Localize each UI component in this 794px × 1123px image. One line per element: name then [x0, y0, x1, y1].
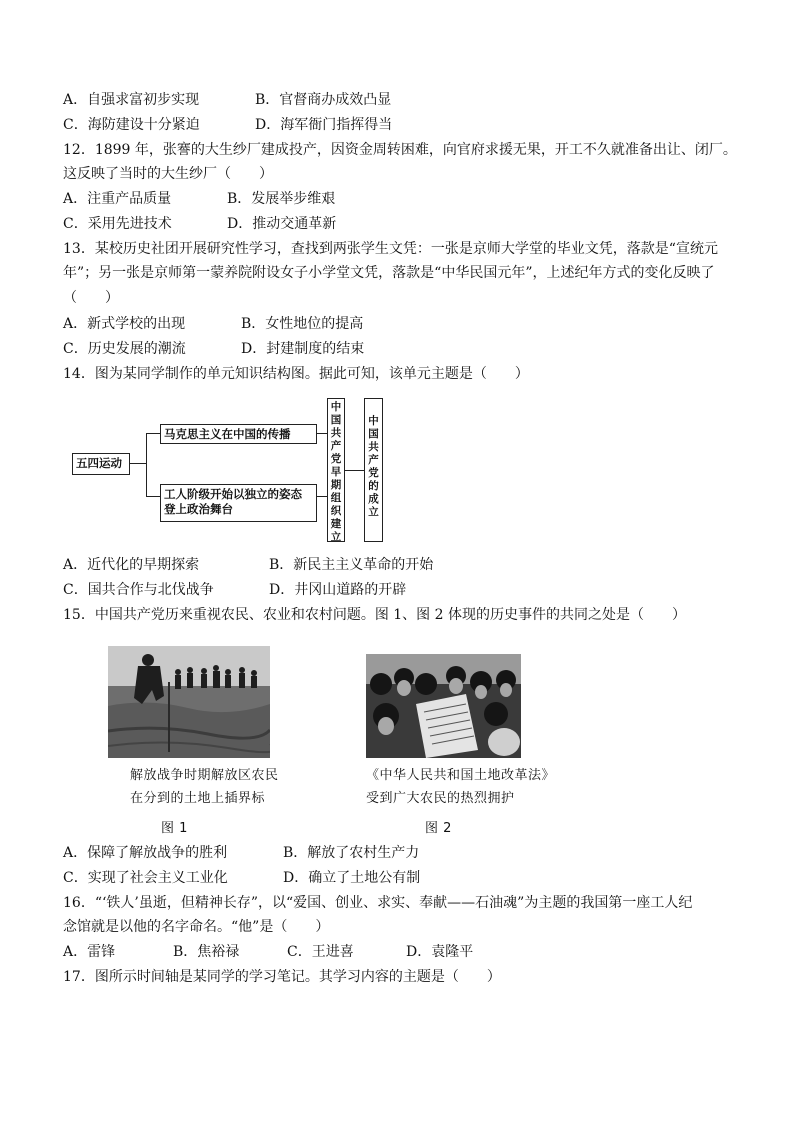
- q12-option-a: A．注重产品质量: [63, 191, 172, 207]
- q16-stem-line2: 念馆就是以他的名字命名。“他”是（ ）: [63, 919, 330, 935]
- q12-option-d: D．推动交通革新: [227, 216, 337, 232]
- connector-root: [130, 463, 147, 464]
- figure1-caption-line1: 解放战争时期解放区农民: [130, 768, 279, 783]
- diagram-branch2-label: 工人阶级开始以独立的姿态登上政治舞台: [164, 487, 302, 516]
- q12-option-b: B．发展举步维艰: [227, 191, 336, 207]
- diagram-middle-box: [327, 398, 345, 542]
- q16-stem-line1: 16．“‘铁人’虽逝，但精神长存”，以“爱国、创业、求实、奉献——石油魂”为主题的我国第一座工人纪: [63, 895, 693, 911]
- figure2-caption-line1: 《中华人民共和国土地改革法》: [366, 768, 556, 783]
- q13-option-c: C．历史发展的潮流: [63, 341, 186, 357]
- q12-stem-line2: 这反映了当时的大生纱厂（ ）: [63, 166, 273, 182]
- diagram-branch1-box: [160, 424, 317, 444]
- q11-option-c: C．海防建设十分紧迫: [63, 117, 200, 133]
- diagram-middle-label: 中国共产党早期组织建立: [330, 401, 342, 543]
- q16-option-b: B．焦裕禄: [173, 944, 240, 960]
- diagram-result-box: [364, 398, 383, 542]
- figure1-photo: [108, 646, 270, 758]
- q15-option-b: B．解放了农村生产力: [283, 845, 420, 861]
- connector-branch2: [146, 496, 160, 497]
- q15-option-c: C．实现了社会主义工业化: [63, 870, 228, 886]
- figure2-caption-line2: 受到广大农民的热烈拥护: [366, 791, 515, 806]
- connector-mid2: [317, 496, 327, 497]
- diagram-root-label: 五四运动: [76, 456, 122, 470]
- figure1-label: 图 1: [161, 821, 188, 836]
- q11-option-a: A．自强求富初步实现: [63, 92, 200, 108]
- q11-option-d: D．海军衙门指挥得当: [255, 117, 393, 133]
- q16-option-c: C．王进喜: [287, 944, 354, 960]
- q14-stem: 14．图为某同学制作的单元知识结构图。据此可知，该单元主题是（ ）: [63, 366, 529, 382]
- connector-branch1: [146, 433, 160, 434]
- q13-stem-line1: 13．某校历史社团开展研究性学习，查找到两张学生文凭：一张是京师大学堂的毕业文凭，落款是“宣统元: [63, 241, 718, 257]
- diagram-root-box: [72, 453, 130, 475]
- q16-option-d: D．袁隆平: [406, 944, 474, 960]
- q15-option-a: A．保障了解放战争的胜利: [63, 845, 228, 861]
- connector-vertical: [146, 433, 147, 496]
- q14-option-a: A．近代化的早期探索: [63, 557, 200, 573]
- q13-option-b: B．女性地位的提高: [241, 316, 364, 332]
- figure2-label: 图 2: [425, 821, 452, 836]
- q15-option-d: D．确立了土地公有制: [283, 870, 421, 886]
- diagram-branch2-box: [160, 484, 317, 522]
- figure1-caption-line2: 在分到的土地上插界标: [130, 791, 266, 806]
- q13-stem-line3: （ ）: [63, 290, 119, 306]
- q12-option-c: C．采用先进技术: [63, 216, 172, 232]
- q13-stem-line2: 年”；另一张是京师第一蒙养院附设女子小学堂文凭，落款是“中华民国元年”，上述纪年方式的变化反映了: [63, 265, 715, 281]
- connector-result: [345, 470, 364, 471]
- q13-option-a: A．新式学校的出现: [63, 316, 186, 332]
- q16-option-a: A．雷锋: [63, 944, 116, 960]
- q11-option-b: B．官督商办成效凸显: [255, 92, 392, 108]
- q14-option-d: D．井冈山道路的开辟: [269, 582, 407, 598]
- figure2-photo: [366, 654, 521, 758]
- connector-mid1: [317, 433, 327, 434]
- q13-option-d: D．封建制度的结束: [241, 341, 365, 357]
- q14-option-b: B．新民主主义革命的开始: [269, 557, 434, 573]
- q15-stem: 15．中国共产党历来重视农民、农业和农村问题。图 1、图 2 体现的历史事件的共同之处是（ ）: [63, 607, 686, 623]
- q17-stem: 17．图所示时间轴是某同学的学习笔记。其学习内容的主题是（ ）: [63, 969, 501, 985]
- q14-option-c: C．国共合作与北伐战争: [63, 582, 214, 598]
- diagram-branch1-label: 马克思主义在中国的传播: [164, 427, 291, 441]
- diagram-result-label: 中国共产党的成立: [368, 415, 379, 518]
- q12-stem-line1: 12．1899 年，张謇的大生纱厂建成投产，因资金周转困难，向官府求援无果，开工不久就准备出让、闭厂。: [63, 142, 737, 158]
